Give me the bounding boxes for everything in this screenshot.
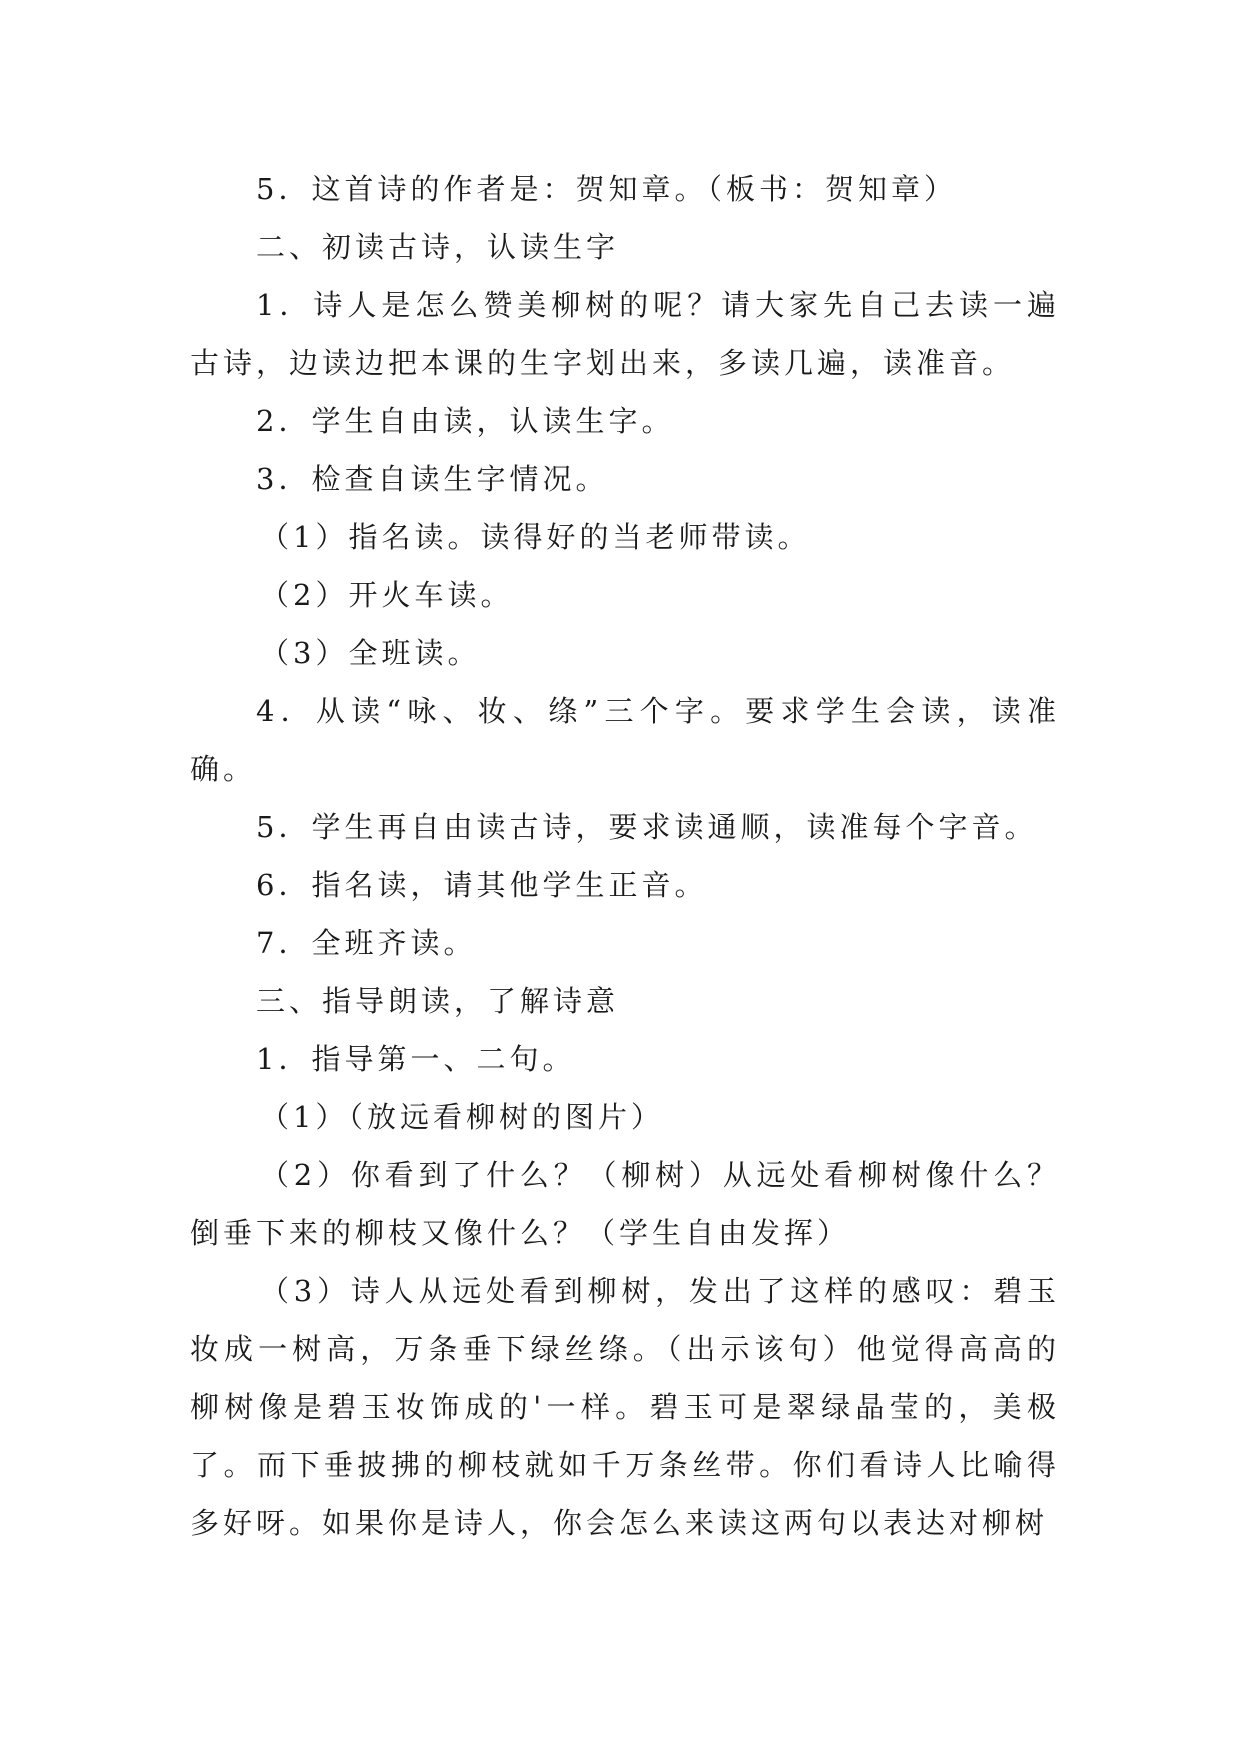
- paragraph-step-1: 1．诗人是怎么赞美柳树的呢？请大家先自己去读一遍古诗，边读边把本课的生字划出来，多读几遍，读准音。: [190, 288, 1060, 380]
- paragraph-author: 5．这首诗的作者是：贺知章。（板书：贺知章）: [256, 172, 957, 206]
- paragraph-guide-sub-2: （2）你看到了什么？（柳树）从远处看柳树像什么？倒垂下来的柳枝又像什么？（学生自由发挥）: [190, 1158, 1060, 1250]
- paragraph-substep-1: （1）指名读。读得好的当老师带读。: [260, 520, 811, 554]
- paragraph-step-7: 7．全班齐读。: [256, 926, 477, 960]
- paragraph-step-5: 5．学生再自由读古诗，要求读通顺，读准每个字音。: [256, 810, 1038, 844]
- paragraph-substep-2: （2）开火车读。: [260, 578, 514, 612]
- section-heading-2: 二、初读古诗，认读生字: [256, 230, 620, 264]
- paragraph-guide-sub-3: （3）诗人从远处看到柳树，发出了这样的感叹：碧玉妆成一树高，万条垂下绿丝绦。（出示该句）他觉得高高的柳树像是碧玉妆饰成的'一样。碧玉可是翠绿晶莹的，美极了。而下垂披拂的柳枝就如千万条丝带。你们看诗人比喻得多好呀。如果你是诗人，你会怎么来读这两句以表达对柳树: [190, 1274, 1060, 1540]
- paragraph-guide-1: 1．指导第一、二句。: [256, 1042, 576, 1076]
- paragraph-guide-sub-1: （1）（放远看柳树的图片）: [260, 1100, 664, 1134]
- paragraph-step-4: 4．从读“咏、妆、绦”三个字。要求学生会读，读准确。: [190, 694, 1060, 786]
- paragraph-step-3: 3．检查自读生字情况。: [256, 462, 609, 496]
- paragraph-step-2: 2．学生自由读，认读生字。: [256, 404, 675, 438]
- paragraph-substep-3: （3）全班读。: [260, 636, 481, 670]
- document-body: [190, 160, 1060, 1552]
- paragraph-step-6: 6．指名读，请其他学生正音。: [256, 868, 708, 902]
- section-heading-3: 三、指导朗读，了解诗意: [256, 984, 620, 1018]
